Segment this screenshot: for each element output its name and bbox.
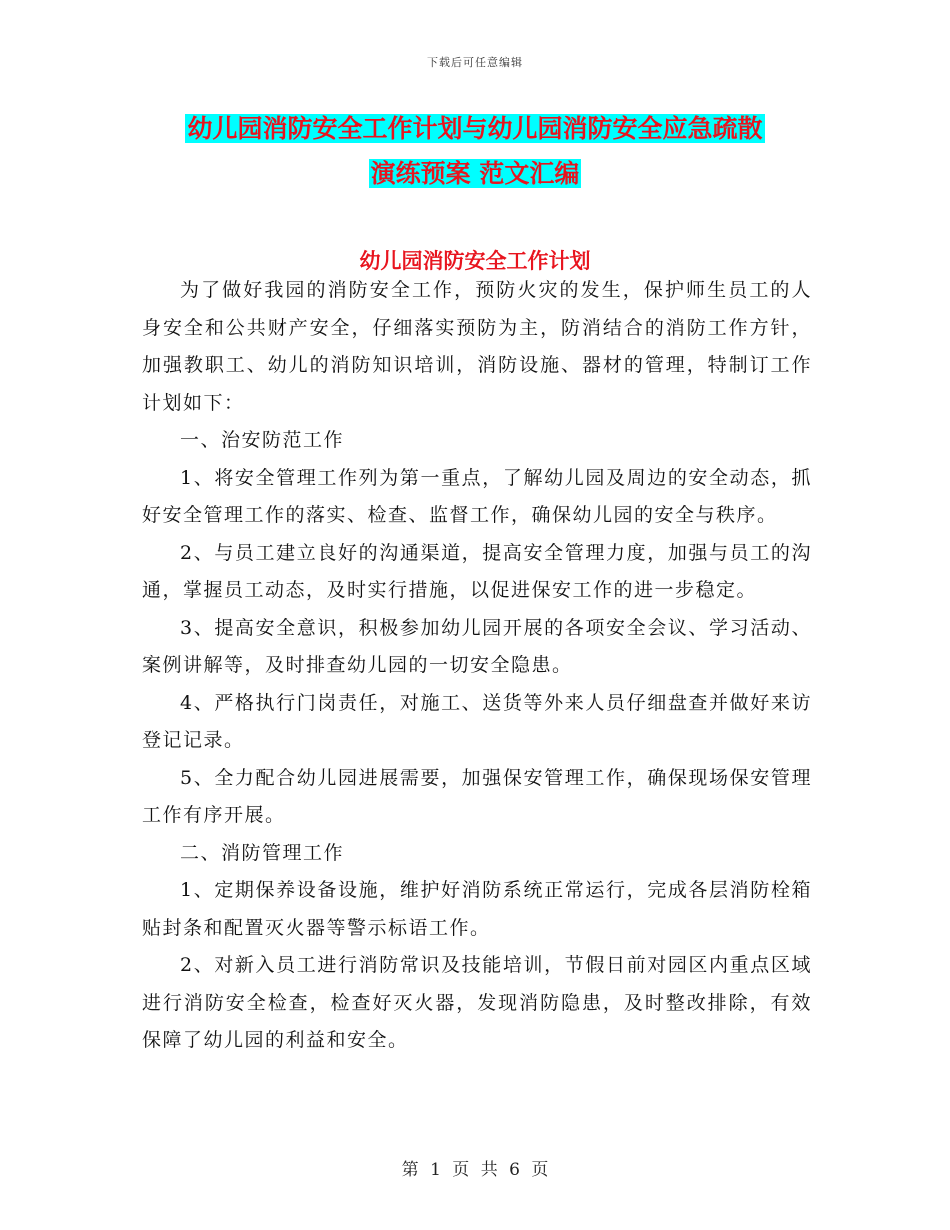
- paragraph: 2、对新入员工进行消防常识及技能培训，节假日前对园区内重点区域进行消防安全检查，检查好灭火器，发现消防隐患，及时整改排除，有效保障了幼儿园的利益和安全。: [142, 954, 812, 1051]
- paragraph: 为了做好我园的消防安全工作，预防火灾的发生，保护师生员工的人身安全和公共财产安全，仔细落实预防为主，防消结合的消防工作方针，加强教职工、幼儿的消防知识培训，消防设施、器材的管理，特制订工作计划如下：: [142, 279, 812, 414]
- paragraph: 5、全力配合幼儿园进展需要，加强保安管理工作，确保现场保安管理工作有序开展。: [142, 766, 812, 826]
- paragraph: 1、定期保养设备设施，维护好消防系统正常运行，完成各层消防栓箱贴封条和配置灭火器等警示标语工作。: [142, 879, 812, 939]
- paragraph: 2、与员工建立良好的沟通渠道，提高安全管理力度，加强与员工的沟通，掌握员工动态，及时实行措施，以促进保安工作的进一步稳定。: [142, 541, 812, 601]
- paragraph: 3、提高安全意识，积极参加幼儿园开展的各项安全会议、学习活动、案例讲解等，及时排查幼儿园的一切安全隐患。: [142, 616, 812, 676]
- paragraph: 二、消防管理工作: [180, 841, 345, 864]
- page-footer: 第 1 页 共 6 页: [401, 1160, 549, 1180]
- paragraph: 4、严格执行门岗责任，对施工、送货等外来人员仔细盘查并做好来访登记记录。: [142, 691, 812, 751]
- document-title-text-2: 演练预案 范文汇编: [370, 159, 580, 188]
- paragraph: 一、治安防范工作: [180, 429, 345, 451]
- section-title: 幼儿园消防安全工作计划: [359, 249, 591, 273]
- document-title-line-1: [0, 112, 950, 146]
- header-note: 下载后可任意编辑: [427, 56, 523, 69]
- document-body: [142, 272, 812, 1060]
- document-title-text-1: 幼儿园消防安全工作计划与幼儿园消防安全应急疏散: [187, 114, 763, 143]
- paragraph: 1、将安全管理工作列为第一重点，了解幼儿园及周边的安全动态，抓好安全管理工作的落实、检查、监督工作，确保幼儿园的安全与秩序。: [142, 466, 812, 526]
- document-title-line-2: [0, 157, 950, 191]
